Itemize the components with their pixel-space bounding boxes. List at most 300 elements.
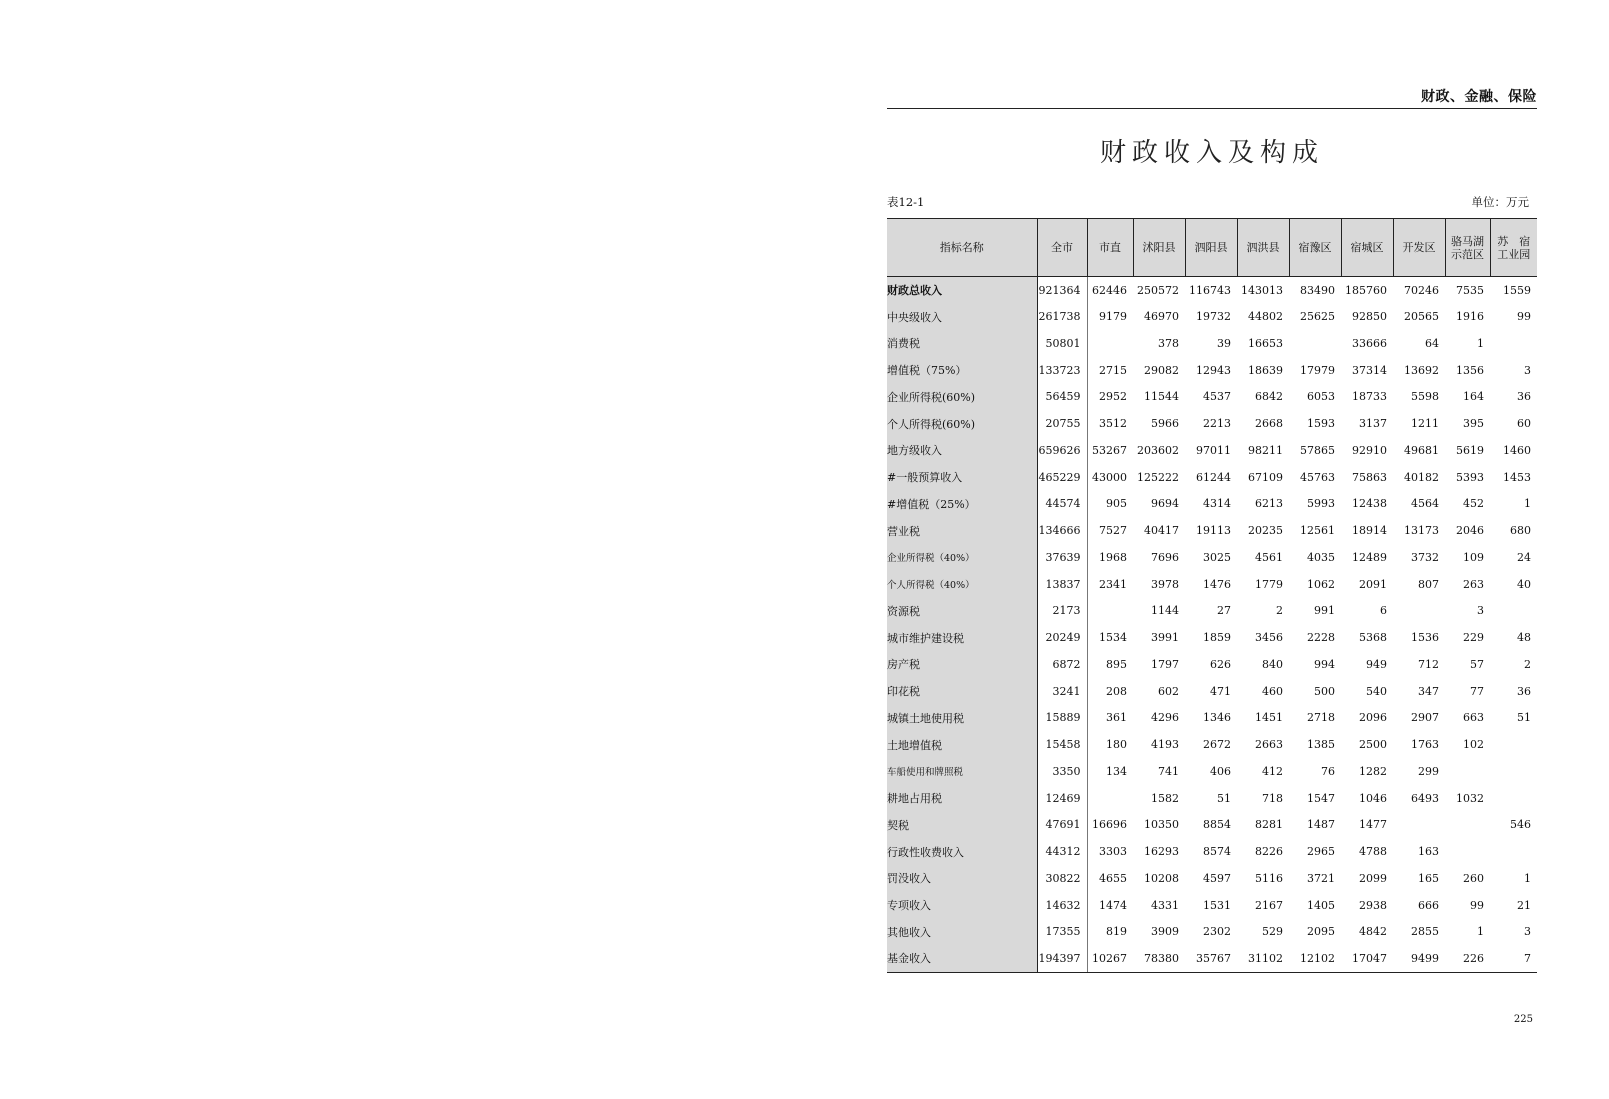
table-cell: 143013 (1241, 283, 1283, 297)
row-label: #一般预算收入 (887, 464, 1037, 491)
table-row (887, 624, 1537, 651)
table-row (887, 464, 1537, 491)
table-cell: 102 (1463, 738, 1484, 752)
table-cell: 76 (1321, 764, 1335, 778)
column-header-shuyang: 沭阳县 (1133, 219, 1185, 277)
table-cell: 12469 (1037, 785, 1087, 812)
table-cell: 40417 (1144, 524, 1179, 538)
table-cell: 43000 (1092, 470, 1127, 484)
table-cell (1490, 785, 1537, 812)
table-cell: 2302 (1203, 925, 1231, 939)
table-cell (1087, 598, 1133, 625)
table-cell: 50801 (1037, 330, 1087, 357)
table-cell: 3350 (1037, 758, 1087, 785)
table-cell: 5368 (1359, 631, 1387, 645)
table-cell: 666 (1418, 898, 1439, 912)
table-cell: 840 (1262, 657, 1283, 671)
table-cell: 1476 (1203, 577, 1231, 591)
table-cell: 12102 (1289, 945, 1341, 972)
table-row (887, 812, 1537, 839)
table-cell: 1531 (1203, 898, 1231, 912)
table-cell: 51 (1517, 711, 1531, 725)
table-cell: 1916 (1456, 310, 1484, 324)
table-cell: 500 (1314, 684, 1335, 698)
table-cell: 994 (1314, 657, 1335, 671)
table-cell: 3 (1524, 925, 1531, 939)
table-cell: 37314 (1352, 363, 1387, 377)
table-cell: 1474 (1099, 898, 1127, 912)
table-cell: 163 (1418, 845, 1439, 859)
table-cell: 1859 (1203, 631, 1231, 645)
table-cell: 1451 (1255, 711, 1283, 725)
table-cell (1490, 598, 1537, 625)
table-cell: 1559 (1503, 283, 1531, 297)
table-row (887, 517, 1537, 544)
table-row (887, 945, 1537, 972)
table-cell (1393, 598, 1445, 625)
table-cell: 5393 (1456, 470, 1484, 484)
column-header-development-zone: 开发区 (1393, 219, 1445, 277)
table-cell: 62446 (1092, 283, 1127, 297)
table-cell: 18639 (1248, 363, 1283, 377)
table-cell: 3137 (1359, 417, 1387, 431)
table-row (887, 384, 1537, 411)
row-label: 基金收入 (887, 945, 1037, 972)
table-row (887, 330, 1537, 357)
table-cell (1445, 758, 1490, 785)
table-cell: 44574 (1037, 491, 1087, 518)
table-cell: 16653 (1248, 336, 1283, 350)
row-label: 土地增值税 (887, 731, 1037, 758)
table-cell: 57865 (1300, 443, 1335, 457)
table-cell: 2095 (1307, 925, 1335, 939)
table-cell: 1968 (1099, 550, 1127, 564)
table-cell: 97011 (1196, 443, 1231, 457)
table-cell: 4193 (1151, 738, 1179, 752)
table-cell: 98211 (1248, 443, 1283, 457)
table-cell: 1779 (1255, 577, 1283, 591)
table-cell: 180 (1106, 738, 1127, 752)
table-row (887, 919, 1537, 946)
table-row (887, 571, 1537, 598)
table-row (887, 357, 1537, 384)
table-cell: 208 (1106, 684, 1127, 698)
table-cell: 4788 (1359, 845, 1387, 859)
column-header-sucheng: 宿城区 (1341, 219, 1393, 277)
table-cell (1490, 758, 1537, 785)
table-cell: 164 (1463, 390, 1484, 404)
table-cell: 1593 (1307, 417, 1335, 431)
column-header-park-line1: 苏 宿 (1497, 234, 1531, 248)
table-cell: 819 (1106, 925, 1127, 939)
table-cell: 30822 (1037, 865, 1087, 892)
column-header-indicator: 指标名称 (887, 219, 1037, 277)
column-header-luomahu-line2: 示范区 (1451, 247, 1484, 261)
table-cell: 1211 (1411, 417, 1439, 431)
table-cell (1087, 785, 1133, 812)
table-cell: 949 (1366, 657, 1387, 671)
table-header-row (887, 219, 1537, 277)
table-cell: 465229 (1037, 464, 1087, 491)
table-cell: 13173 (1404, 524, 1439, 538)
table-cell: 3732 (1411, 550, 1439, 564)
table-cell: 1 (1524, 497, 1531, 511)
table-cell: 70246 (1404, 283, 1439, 297)
book-page (887, 80, 1537, 1040)
table-cell: 6053 (1307, 390, 1335, 404)
table-cell: 24 (1517, 550, 1531, 564)
table-cell: 3 (1477, 604, 1484, 618)
table-cell: 77 (1470, 684, 1484, 698)
table-cell: 31102 (1237, 945, 1289, 972)
table-cell: 1477 (1359, 818, 1387, 832)
table-cell: 1385 (1307, 738, 1335, 752)
table-cell: 37639 (1037, 544, 1087, 571)
table-cell: 4537 (1203, 390, 1231, 404)
table-cell: 12561 (1300, 524, 1335, 538)
row-label: 营业税 (887, 517, 1037, 544)
table-cell: 1 (1477, 925, 1484, 939)
table-cell: 5598 (1411, 390, 1439, 404)
table-cell: 3512 (1099, 417, 1127, 431)
table-cell: 18733 (1352, 390, 1387, 404)
table-cell: 1046 (1359, 791, 1387, 805)
table-cell: 134666 (1037, 517, 1087, 544)
table-cell: 378 (1158, 336, 1179, 350)
table-cell: 3456 (1255, 631, 1283, 645)
table-cell: 134 (1106, 764, 1127, 778)
table-cell: 5966 (1151, 417, 1179, 431)
table-cell: 1144 (1151, 604, 1179, 618)
table-cell: 13692 (1404, 363, 1439, 377)
table-cell: 16293 (1144, 845, 1179, 859)
table-row (887, 598, 1537, 625)
table-cell: 13837 (1037, 571, 1087, 598)
table-cell: 1582 (1151, 791, 1179, 805)
table-cell: 35767 (1185, 945, 1237, 972)
table-cell: 3991 (1151, 631, 1179, 645)
row-label: #增值税（25%） (887, 491, 1037, 518)
table-cell: 51 (1217, 791, 1231, 805)
table-cell: 1356 (1456, 363, 1484, 377)
table-cell: 6213 (1255, 497, 1283, 511)
table-cell: 299 (1418, 764, 1439, 778)
table-cell: 4035 (1307, 550, 1335, 564)
table-cell: 10208 (1144, 871, 1179, 885)
table-cell: 540 (1366, 684, 1387, 698)
table-cell: 49681 (1404, 443, 1439, 457)
table-cell: 2096 (1359, 711, 1387, 725)
table-cell: 2228 (1307, 631, 1335, 645)
table-cell: 4296 (1151, 711, 1179, 725)
table-cell: 2167 (1255, 898, 1283, 912)
table-cell (1445, 812, 1490, 839)
row-label: 中央级收入 (887, 303, 1037, 330)
table-cell: 2091 (1359, 577, 1387, 591)
table-cell: 12489 (1352, 550, 1387, 564)
table-cell (1087, 330, 1133, 357)
table-cell: 10267 (1087, 945, 1133, 972)
table-cell: 17355 (1037, 919, 1087, 946)
table-cell: 1 (1477, 336, 1484, 350)
table-cell: 18914 (1352, 524, 1387, 538)
table-cell: 452 (1463, 497, 1484, 511)
table-cell: 125222 (1137, 470, 1179, 484)
table-row (887, 758, 1537, 785)
table-cell: 529 (1262, 925, 1283, 939)
table-cell: 4564 (1411, 497, 1439, 511)
table-cell: 712 (1418, 657, 1439, 671)
table-cell: 412 (1262, 764, 1283, 778)
table-cell: 718 (1262, 791, 1283, 805)
unit-label: 单位：万元 (1471, 195, 1529, 209)
table-cell: 905 (1106, 497, 1127, 511)
column-header-luomahu (1445, 219, 1490, 277)
table-cell: 25625 (1300, 310, 1335, 324)
row-label: 资源税 (887, 598, 1037, 625)
table-cell: 347 (1418, 684, 1439, 698)
table-cell: 203602 (1137, 443, 1179, 457)
row-label: 财政总收入 (887, 277, 1037, 304)
table-cell: 40182 (1404, 470, 1439, 484)
table-cell: 2672 (1203, 738, 1231, 752)
table-cell: 60 (1517, 417, 1531, 431)
table-cell: 406 (1210, 764, 1231, 778)
table-cell: 133723 (1037, 357, 1087, 384)
table-cell: 361 (1106, 711, 1127, 725)
row-label: 个人所得税（40%） (887, 571, 1037, 598)
table-cell: 17979 (1300, 363, 1335, 377)
table-cell: 33666 (1352, 336, 1387, 350)
table-cell: 6 (1380, 604, 1387, 618)
table-cell: 19113 (1196, 524, 1231, 538)
table-cell: 3025 (1203, 550, 1231, 564)
table-cell: 1487 (1307, 818, 1335, 832)
table-cell: 2715 (1099, 363, 1127, 377)
table-cell: 15889 (1037, 705, 1087, 732)
table-row (887, 303, 1537, 330)
table-cell: 395 (1463, 417, 1484, 431)
table-cell: 4842 (1359, 925, 1387, 939)
table-cell: 2213 (1203, 417, 1231, 431)
table-cell: 83490 (1300, 283, 1335, 297)
table-cell: 2500 (1359, 738, 1387, 752)
table-cell: 20235 (1248, 524, 1283, 538)
table-row (887, 491, 1537, 518)
table-cell: 12943 (1196, 363, 1231, 377)
table-cell: 3241 (1037, 678, 1087, 705)
table-cell: 109 (1463, 550, 1484, 564)
table-cell (1490, 731, 1537, 758)
row-label: 个人所得税(60%) (887, 410, 1037, 437)
table-cell: 9499 (1393, 945, 1445, 972)
table-cell: 2 (1276, 604, 1283, 618)
table-row (887, 544, 1537, 571)
revenue-table (887, 218, 1537, 973)
table-cell: 29082 (1144, 363, 1179, 377)
table-cell: 7535 (1456, 283, 1484, 297)
table-cell: 16696 (1092, 818, 1127, 832)
table-cell: 2952 (1099, 390, 1127, 404)
row-label: 契税 (887, 812, 1037, 839)
table-cell: 92910 (1352, 443, 1387, 457)
table-cell (1490, 838, 1537, 865)
row-label: 城镇土地使用税 (887, 705, 1037, 732)
table-cell: 36 (1517, 684, 1531, 698)
column-header-sihong: 泗洪县 (1237, 219, 1289, 277)
table-cell: 7 (1490, 945, 1537, 972)
table-cell (1289, 330, 1341, 357)
table-cell: 10350 (1144, 818, 1179, 832)
table-cell: 99 (1470, 898, 1484, 912)
table-cell: 67109 (1248, 470, 1283, 484)
row-label: 企业所得税（40%） (887, 544, 1037, 571)
row-label: 房产税 (887, 651, 1037, 678)
table-cell: 1405 (1307, 898, 1335, 912)
table-cell (1445, 838, 1490, 865)
table-cell: 75863 (1352, 470, 1387, 484)
table-cell: 2718 (1307, 711, 1335, 725)
table-cell: 7527 (1099, 524, 1127, 538)
table-cell: 7696 (1151, 550, 1179, 564)
table-cell: 17047 (1341, 945, 1393, 972)
table-cell: 20249 (1037, 624, 1087, 651)
table-cell: 8226 (1255, 845, 1283, 859)
running-head (887, 86, 1537, 109)
table-cell: 1453 (1503, 470, 1531, 484)
table-cell: 8574 (1203, 845, 1231, 859)
table-cell: 741 (1158, 764, 1179, 778)
table-cell: 5993 (1307, 497, 1335, 511)
table-cell: 2663 (1255, 738, 1283, 752)
table-cell (1490, 330, 1537, 357)
table-cell: 56459 (1037, 384, 1087, 411)
table-cell: 20755 (1037, 410, 1087, 437)
table-cell: 807 (1418, 577, 1439, 591)
table-cell: 165 (1418, 871, 1439, 885)
table-cell: 4655 (1099, 871, 1127, 885)
table-cell: 99 (1517, 310, 1531, 324)
table-cell: 92850 (1352, 310, 1387, 324)
column-header-suyu: 宿豫区 (1289, 219, 1341, 277)
table-cell: 991 (1314, 604, 1335, 618)
table-cell (1393, 812, 1445, 839)
table-cell: 3978 (1151, 577, 1179, 591)
table-cell: 14632 (1037, 892, 1087, 919)
table-cell: 895 (1106, 657, 1127, 671)
table-cell: 57 (1470, 657, 1484, 671)
table-cell: 4597 (1203, 871, 1231, 885)
page-title: 财政收入及构成 (1099, 138, 1324, 168)
table-cell: 602 (1158, 684, 1179, 698)
table-cell: 1536 (1411, 631, 1439, 645)
table-cell: 1763 (1411, 738, 1439, 752)
row-label: 消费税 (887, 330, 1037, 357)
row-label: 城市维护建设税 (887, 624, 1037, 651)
table-cell: 4331 (1151, 898, 1179, 912)
table-cell: 1346 (1203, 711, 1231, 725)
table-cell: 9694 (1151, 497, 1179, 511)
table-row (887, 437, 1537, 464)
table-cell: 8854 (1203, 818, 1231, 832)
table-cell: 48 (1517, 631, 1531, 645)
table-cell: 3 (1524, 363, 1531, 377)
table-row (887, 277, 1537, 304)
table-cell: 21 (1517, 898, 1531, 912)
table-row (887, 410, 1537, 437)
row-label: 耕地占用税 (887, 785, 1037, 812)
column-header-suzhou-suqian-park (1490, 219, 1537, 277)
row-label: 印花税 (887, 678, 1037, 705)
table-cell: 2938 (1359, 898, 1387, 912)
table-cell: 5619 (1456, 443, 1484, 457)
table-cell: 2855 (1411, 925, 1439, 939)
table-cell: 1282 (1359, 764, 1387, 778)
column-header-luomahu-line1: 骆马湖 (1451, 234, 1484, 248)
table-cell: 3721 (1307, 871, 1335, 885)
row-label: 增值税（75%） (887, 357, 1037, 384)
row-label: 专项收入 (887, 892, 1037, 919)
table-cell: 44802 (1248, 310, 1283, 324)
table-cell: 116743 (1189, 283, 1231, 297)
table-cell: 2 (1524, 657, 1531, 671)
table-cell: 185760 (1345, 283, 1387, 297)
table-row (887, 892, 1537, 919)
table-cell: 229 (1463, 631, 1484, 645)
table-cell: 2668 (1255, 417, 1283, 431)
table-cell: 64 (1425, 336, 1439, 350)
table-cell: 2341 (1099, 577, 1127, 591)
table-cell: 61244 (1196, 470, 1231, 484)
row-label: 罚没收入 (887, 865, 1037, 892)
table-row (887, 731, 1537, 758)
table-cell: 1460 (1503, 443, 1531, 457)
table-cell: 3909 (1151, 925, 1179, 939)
table-cell: 6493 (1411, 791, 1439, 805)
table-row (887, 705, 1537, 732)
table-cell: 45763 (1300, 470, 1335, 484)
table-cell: 1534 (1099, 631, 1127, 645)
column-header-municipal: 市直 (1087, 219, 1133, 277)
table-cell: 626 (1210, 657, 1231, 671)
table-cell: 47691 (1037, 812, 1087, 839)
table-cell: 8281 (1255, 818, 1283, 832)
table-cell: 53267 (1092, 443, 1127, 457)
table-cell: 663 (1463, 711, 1484, 725)
table-body (887, 277, 1537, 973)
table-cell: 1547 (1307, 791, 1335, 805)
row-label: 行政性收费收入 (887, 838, 1037, 865)
table-cell: 9179 (1099, 310, 1127, 324)
column-header-city: 全市 (1037, 219, 1087, 277)
table-cell: 39 (1217, 336, 1231, 350)
table-cell: 2907 (1411, 711, 1439, 725)
column-header-siyang: 泗阳县 (1185, 219, 1237, 277)
table-cell: 2173 (1037, 598, 1087, 625)
table-cell: 4314 (1203, 497, 1231, 511)
table-cell: 78380 (1133, 945, 1185, 972)
table-cell: 27 (1217, 604, 1231, 618)
table-cell: 19732 (1196, 310, 1231, 324)
table-cell: 6872 (1037, 651, 1087, 678)
row-label: 地方级收入 (887, 437, 1037, 464)
table-cell: 2046 (1456, 524, 1484, 538)
table-cell: 2099 (1359, 871, 1387, 885)
table-cell: 20565 (1404, 310, 1439, 324)
table-cell: 12438 (1352, 497, 1387, 511)
table-cell: 1797 (1151, 657, 1179, 671)
table-cell: 263 (1463, 577, 1484, 591)
